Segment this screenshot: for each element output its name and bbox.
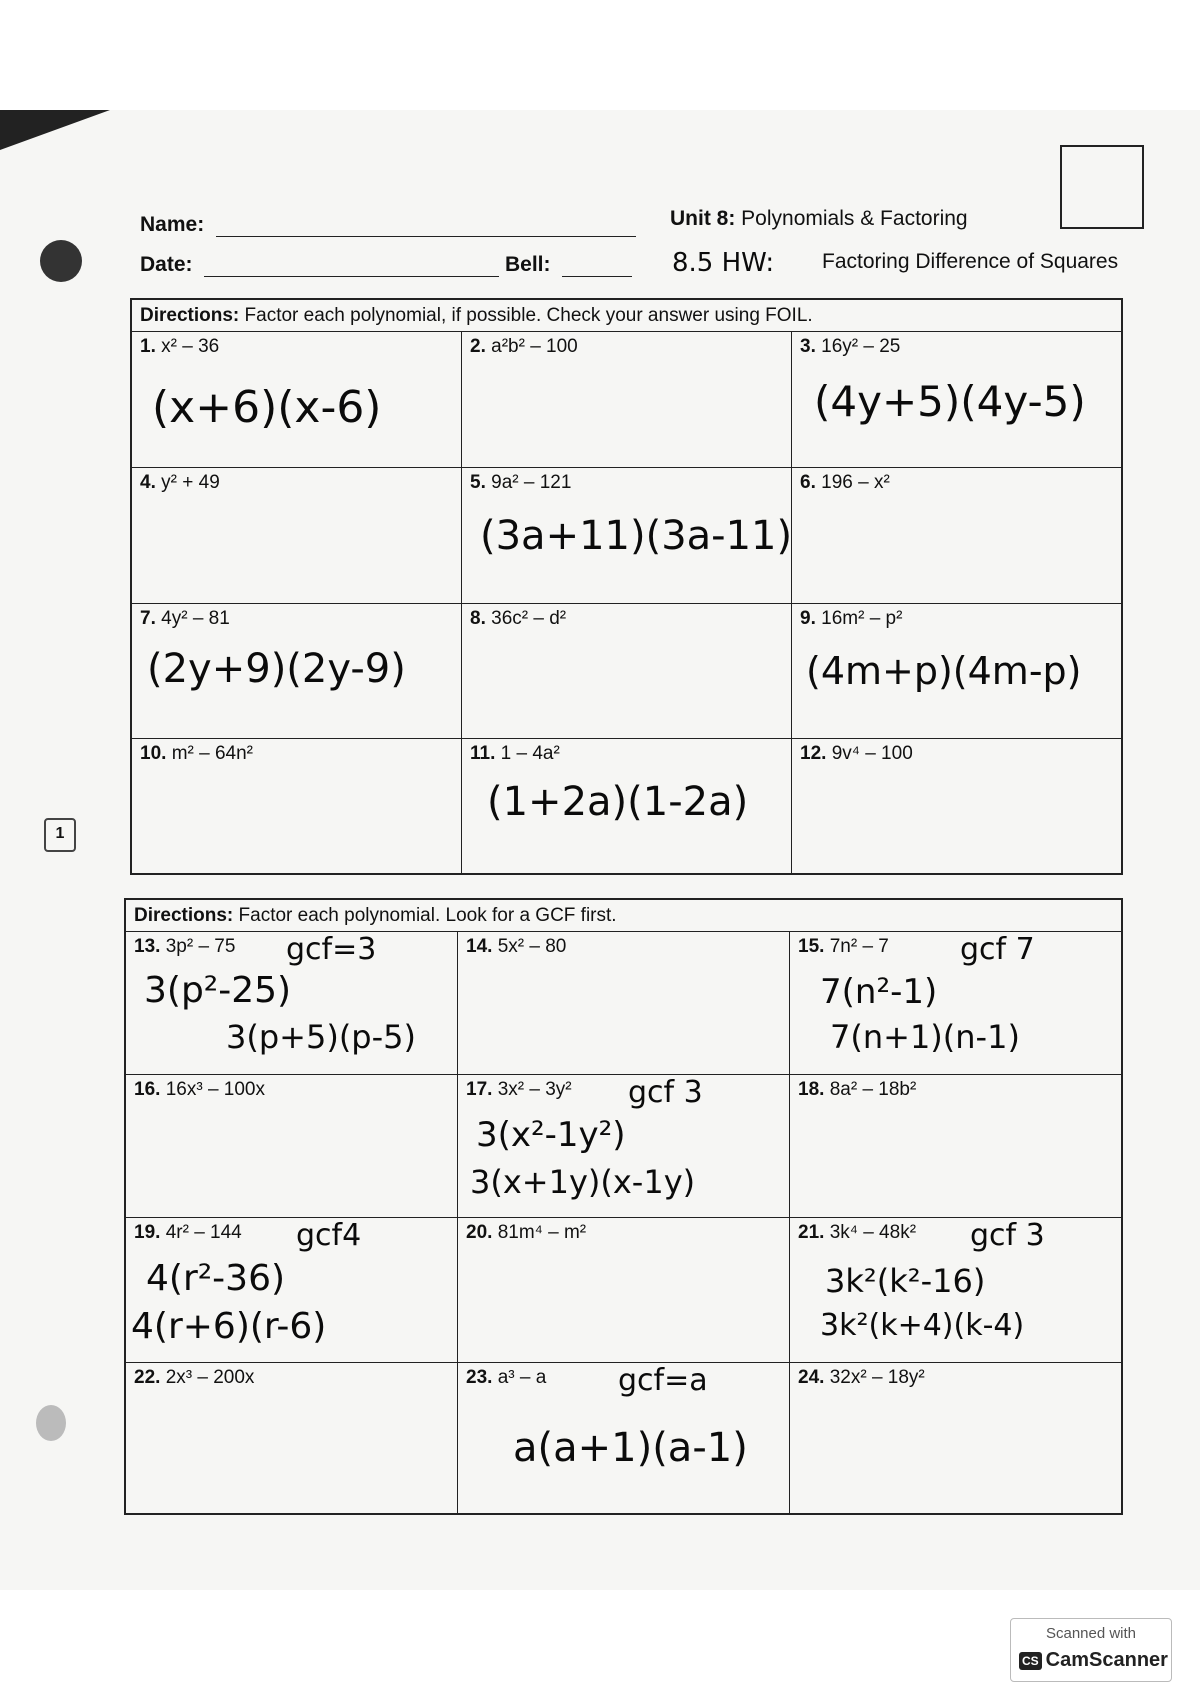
camscanner-badge <box>1010 1618 1172 1682</box>
problem-expression: 5x² – 80 <box>497 936 567 957</box>
badge-caption: Scanned with <box>1045 1625 1137 1642</box>
problem-expression: 3k⁴ – 48k² <box>829 1222 917 1243</box>
margin-tab: 1 <box>44 818 76 852</box>
problem-expression: 16x³ – 100x <box>165 1079 265 1100</box>
problem-label <box>134 1367 254 1389</box>
problem-label <box>798 936 889 958</box>
problem-number: 24. <box>798 1367 825 1388</box>
section2-row <box>126 1363 1121 1513</box>
problem-cell-7[interactable] <box>132 604 462 738</box>
problem-expression: 2x³ – 200x <box>165 1367 255 1388</box>
problem-number: 1. <box>140 336 156 357</box>
problem-cell-14[interactable] <box>458 932 790 1074</box>
problem-expression: 4y² – 81 <box>161 608 230 629</box>
name-label: Name: <box>140 213 205 236</box>
date-line[interactable] <box>204 258 499 277</box>
section1-grid <box>130 298 1123 875</box>
problem-expression: a²b² – 100 <box>491 336 578 357</box>
unit-title <box>670 207 968 231</box>
problem-label <box>798 1079 916 1101</box>
problem-number: 18. <box>798 1079 825 1100</box>
section2-row <box>126 932 1121 1075</box>
section2-directions-label: Directions: <box>134 905 234 926</box>
problem-label <box>470 472 571 494</box>
problem-cell-10[interactable] <box>132 739 462 873</box>
problem-expression: 32x² – 18y² <box>829 1367 925 1388</box>
problem-expression: 4r² – 144 <box>165 1222 242 1243</box>
problem-cell-12[interactable] <box>792 739 1121 873</box>
section1-row <box>132 739 1121 873</box>
section2-directions-text: Factor each polynomial. Look for a GCF first. <box>233 905 617 926</box>
handwritten-answer: 3(x+1y)(x-1y) <box>470 1163 696 1201</box>
problem-cell-18[interactable] <box>790 1075 1121 1217</box>
name-field[interactable] <box>140 213 636 237</box>
problem-cell-8[interactable] <box>462 604 792 738</box>
handwritten-step: 3(x²-1y²) <box>476 1115 626 1155</box>
problem-expression: 196 – x² <box>821 472 890 493</box>
handwritten-answer: 4(r+6)(r-6) <box>131 1306 327 1347</box>
gcf-note: gcf 3 <box>628 1075 703 1110</box>
problem-label <box>140 743 253 765</box>
problem-number: 16. <box>134 1079 161 1100</box>
bell-label: Bell: <box>505 253 551 276</box>
camscanner-logo-icon: CS <box>1019 1652 1042 1670</box>
problem-cell-20[interactable] <box>458 1218 790 1362</box>
badge-brand-text: CamScanner <box>1045 1649 1168 1671</box>
unit-label: Unit 8: <box>670 207 736 230</box>
problem-number: 10. <box>140 743 167 764</box>
problem-label <box>134 1079 265 1101</box>
problem-label <box>466 936 566 958</box>
problem-expression: 81m⁴ – m² <box>497 1222 587 1243</box>
problem-cell-15[interactable] <box>790 932 1121 1074</box>
problem-number: 2. <box>470 336 486 357</box>
problem-number: 14. <box>466 936 493 957</box>
gcf-note: gcf4 <box>296 1218 362 1253</box>
problem-cell-1[interactable] <box>132 332 462 467</box>
problem-number: 13. <box>134 936 161 957</box>
unit-name: Polynomials & Factoring <box>741 207 968 230</box>
section2-grid <box>124 898 1123 1515</box>
problem-cell-3[interactable] <box>792 332 1121 467</box>
problem-cell-4[interactable] <box>132 468 462 603</box>
problem-number: 21. <box>798 1222 825 1243</box>
section1-directions-label: Directions: <box>140 305 240 326</box>
problem-expression: 16y² – 25 <box>821 336 901 357</box>
section2-row <box>126 1218 1121 1363</box>
score-box <box>1060 145 1144 229</box>
problem-number: 5. <box>470 472 486 493</box>
problem-number: 8. <box>470 608 486 629</box>
problem-expression: 16m² – p² <box>821 608 903 629</box>
problem-label <box>470 743 560 765</box>
page-corner-shadow <box>0 110 110 150</box>
problem-label <box>800 743 913 765</box>
handwritten-step: 4(r²-36) <box>146 1258 286 1299</box>
problem-expression: 9v⁴ – 100 <box>831 743 913 764</box>
section1-directions-text: Factor each polynomial, if possible. Check your answer using FOIL. <box>239 305 813 326</box>
problem-number: 11. <box>470 743 496 764</box>
problem-cell-19[interactable] <box>126 1218 458 1362</box>
problem-label <box>140 472 220 494</box>
handwritten-step: 7(n²-1) <box>820 972 938 1012</box>
handwritten-answer: (2y+9)(2y-9) <box>147 646 406 692</box>
problem-cell-9[interactable] <box>792 604 1121 738</box>
problem-label <box>140 336 219 358</box>
date-label: Date: <box>140 253 193 276</box>
problem-expression: 9a² – 121 <box>491 472 572 493</box>
problem-expression: 36c² – d² <box>491 608 567 629</box>
binder-hole-top <box>40 240 82 282</box>
problem-number: 3. <box>800 336 816 357</box>
problem-cell-22[interactable] <box>126 1363 458 1513</box>
problem-number: 22. <box>134 1367 161 1388</box>
section2-row <box>126 1075 1121 1218</box>
problem-expression: 8a² – 18b² <box>829 1079 917 1100</box>
handwritten-answer: a(a+1)(a-1) <box>513 1425 748 1471</box>
handwritten-step: 3(p²-25) <box>144 970 292 1011</box>
hw-code: 8.5 HW: <box>672 248 775 278</box>
handwritten-answer: (1+2a)(1-2a) <box>487 779 749 825</box>
bell-line[interactable] <box>562 258 632 277</box>
gcf-note: gcf 3 <box>970 1218 1045 1253</box>
problem-expression: a³ – a <box>497 1367 547 1388</box>
handwritten-answer: 3k²(k+4)(k-4) <box>820 1308 1025 1343</box>
problem-number: 6. <box>800 472 816 493</box>
section2-directions <box>126 900 1121 932</box>
problem-number: 4. <box>140 472 156 493</box>
binder-hole-bottom <box>36 1405 66 1441</box>
problem-label <box>466 1079 572 1101</box>
handwritten-answer: (x+6)(x-6) <box>152 382 382 433</box>
problem-cell-21[interactable] <box>790 1218 1121 1362</box>
problem-number: 15. <box>798 936 825 957</box>
handwritten-answer: (4m+p)(4m-p) <box>806 649 1082 693</box>
problem-number: 9. <box>800 608 816 629</box>
problem-expression: y² + 49 <box>161 472 220 493</box>
problem-expression: 7n² – 7 <box>829 936 889 957</box>
handwritten-answer: (3a+11)(3a-11) <box>480 513 793 559</box>
problem-cell-16[interactable] <box>126 1075 458 1217</box>
problem-number: 23. <box>466 1367 493 1388</box>
gcf-note: gcf=3 <box>286 932 377 967</box>
problem-cell-5[interactable] <box>462 468 792 603</box>
section1-directions <box>132 300 1121 332</box>
problem-label <box>134 1222 242 1244</box>
handwritten-answer: 3(p+5)(p-5) <box>226 1018 416 1056</box>
problem-cell-6[interactable] <box>792 468 1121 603</box>
problem-label <box>470 608 566 630</box>
bell-field[interactable] <box>505 253 632 277</box>
gcf-note: gcf=a <box>618 1363 708 1398</box>
handwritten-step: 3k²(k²-16) <box>825 1262 986 1300</box>
problem-label <box>798 1222 916 1244</box>
problem-label <box>798 1367 925 1389</box>
problem-cell-13[interactable] <box>126 932 458 1074</box>
problem-label <box>800 336 900 358</box>
section1-row <box>132 332 1121 468</box>
problem-number: 20. <box>466 1222 493 1243</box>
problem-label <box>134 936 235 958</box>
problem-label <box>800 472 890 494</box>
problem-cell-17[interactable] <box>458 1075 790 1217</box>
date-field[interactable] <box>140 253 499 277</box>
problem-cell-24[interactable] <box>790 1363 1121 1513</box>
name-line[interactable] <box>216 218 636 237</box>
problem-cell-11[interactable] <box>462 739 792 873</box>
problem-number: 12. <box>800 743 827 764</box>
problem-label <box>466 1222 586 1244</box>
section1-row <box>132 604 1121 739</box>
problem-number: 7. <box>140 608 156 629</box>
section1-row <box>132 468 1121 604</box>
problem-expression: m² – 64n² <box>171 743 254 764</box>
badge-brand <box>1019 1649 1168 1672</box>
problem-expression: 3p² – 75 <box>165 936 236 957</box>
handwritten-answer: (4y+5)(4y-5) <box>814 377 1086 426</box>
problem-expression: 3x² – 3y² <box>497 1079 572 1100</box>
problem-label <box>466 1367 546 1389</box>
problem-label <box>140 608 230 630</box>
problem-number: 17. <box>466 1079 493 1100</box>
problem-cell-23[interactable] <box>458 1363 790 1513</box>
problem-cell-2[interactable] <box>462 332 792 467</box>
problem-expression: 1 – 4a² <box>500 743 560 764</box>
handwritten-answer: 7(n+1)(n-1) <box>830 1018 1020 1056</box>
problem-number: 19. <box>134 1222 161 1243</box>
gcf-note: gcf 7 <box>960 932 1035 967</box>
hw-title: Factoring Difference of Squares <box>822 250 1119 273</box>
problem-label <box>800 608 902 630</box>
problem-label <box>470 336 578 358</box>
problem-expression: x² – 36 <box>161 336 220 357</box>
